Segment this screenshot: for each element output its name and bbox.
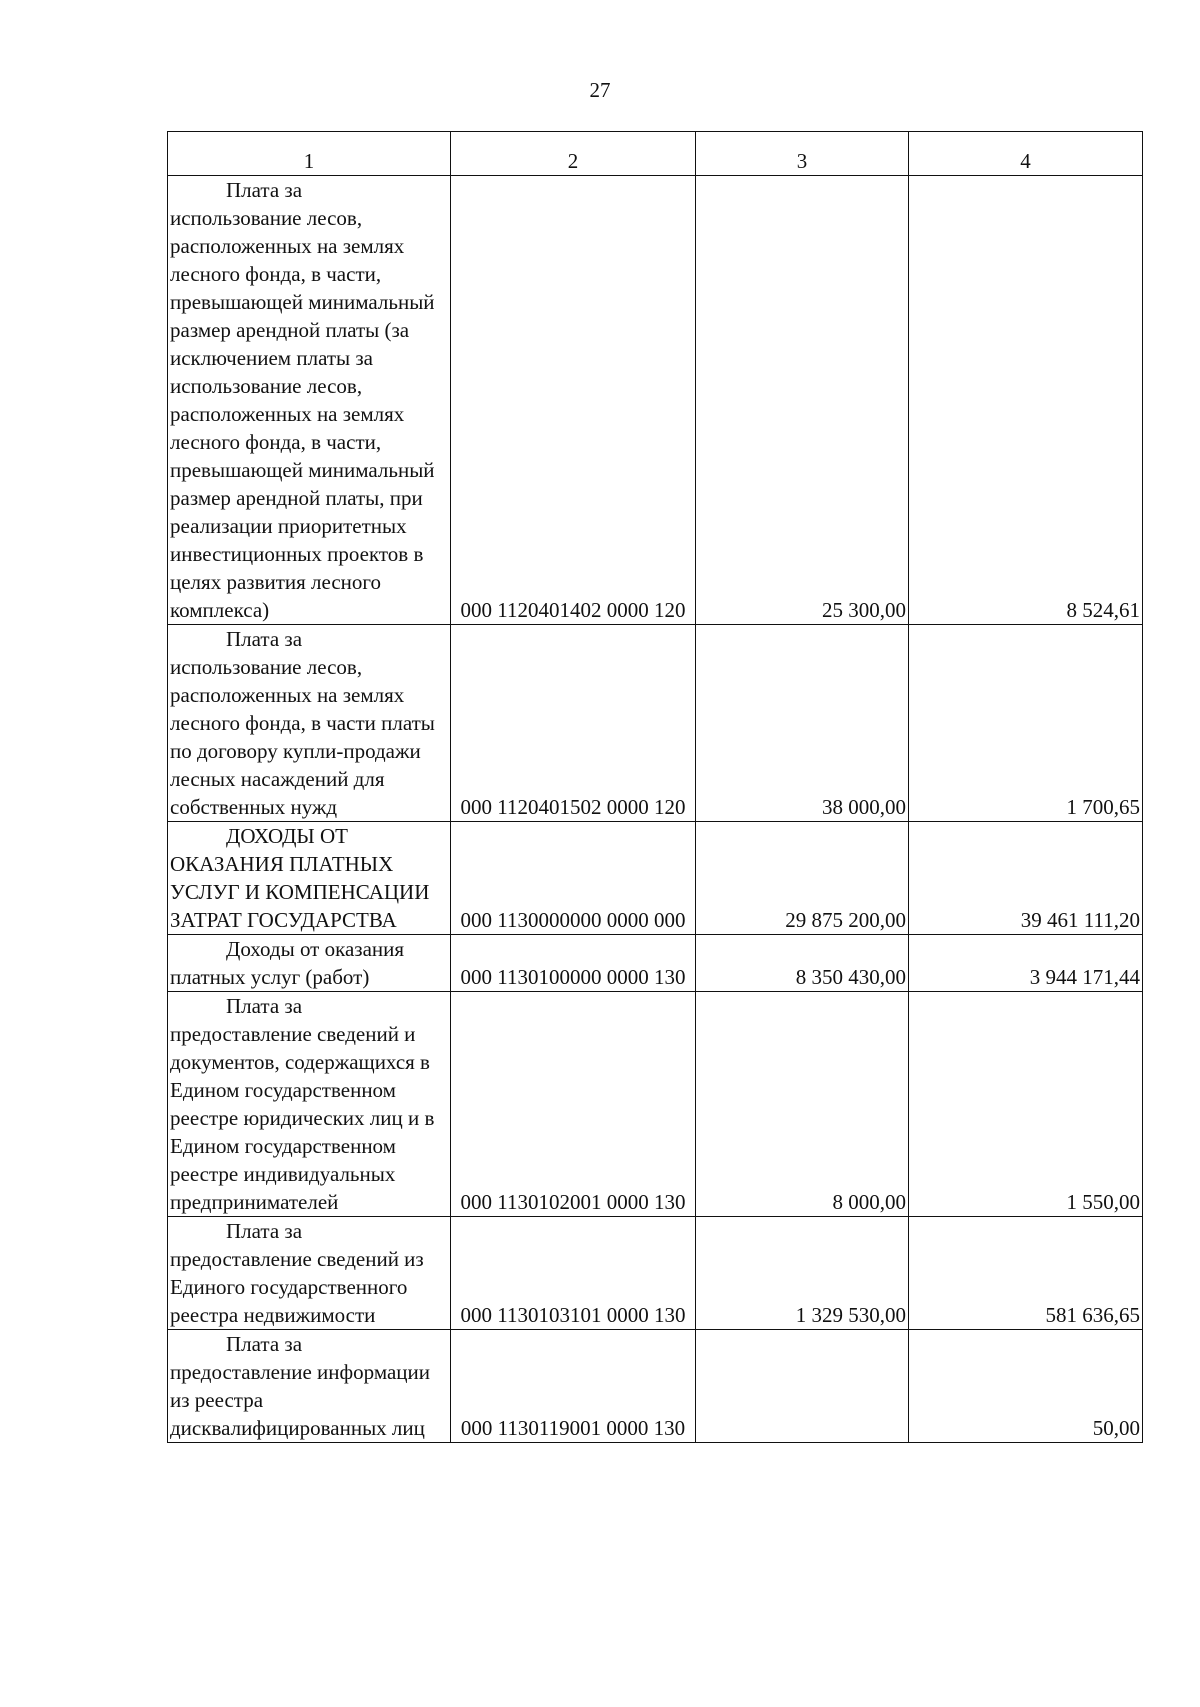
row-plan-cell: 25 300,00: [696, 176, 909, 625]
row-name-rest: использование лесов, расположенных на землях лесного фонда, в части платы по договору купли-продажи лесных насаждений для собственных нужд: [170, 655, 435, 819]
table-row: [168, 1217, 1143, 1330]
row-code-cell: 000 1130102001 0000 130: [451, 992, 696, 1217]
row-code-cell: 000 1120401502 0000 120: [451, 625, 696, 822]
row-name-cell: [168, 625, 451, 822]
row-fact-cell: 3 944 171,44: [909, 935, 1143, 992]
column-header-4: 4: [909, 132, 1143, 176]
row-name-cell: [168, 1330, 451, 1443]
table-row: [168, 176, 1143, 625]
row-name-rest: предоставление сведений и документов, содержащихся в Едином государственном реестре юридических лиц и в Едином государственном реестре индивидуальных предпринимателей: [170, 1022, 435, 1214]
row-name-first: ДОХОДЫ ОТ: [226, 824, 348, 848]
row-plan-cell: 8 000,00: [696, 992, 909, 1217]
table-row: [168, 1330, 1143, 1443]
row-plan-cell: 38 000,00: [696, 625, 909, 822]
column-header-1: 1: [168, 132, 451, 176]
row-plan-cell: 1 329 530,00: [696, 1217, 909, 1330]
row-plan-cell: 29 875 200,00: [696, 822, 909, 935]
row-name-first: Плата за: [226, 994, 303, 1018]
row-name-first: Плата за: [226, 1219, 303, 1243]
row-code-cell: 000 1130100000 0000 130: [451, 935, 696, 992]
row-code-cell: 000 1130000000 0000 000: [451, 822, 696, 935]
row-name-cell: [168, 822, 451, 935]
row-name-first: Доходы от оказания: [226, 937, 405, 961]
column-header-3: 3: [696, 132, 909, 176]
table-row: [168, 935, 1143, 992]
table-row: [168, 625, 1143, 822]
row-plan-cell: [696, 1330, 909, 1443]
row-code-cell: 000 1130119001 0000 130: [451, 1330, 696, 1443]
table-row: [168, 822, 1143, 935]
row-name-rest: предоставление сведений из Единого государственного реестра недвижимости: [170, 1247, 424, 1327]
row-fact-cell: 8 524,61: [909, 176, 1143, 625]
row-name-rest: платных услуг (работ): [170, 965, 370, 989]
table-header-row: [168, 132, 1143, 176]
column-header-2: 2: [451, 132, 696, 176]
table-row: [168, 992, 1143, 1217]
row-fact-cell: 1 550,00: [909, 992, 1143, 1217]
row-fact-cell: 1 700,65: [909, 625, 1143, 822]
row-name-cell: [168, 935, 451, 992]
revenue-table: [167, 131, 1143, 1443]
row-name-cell: [168, 176, 451, 625]
row-name-first: Плата за: [226, 627, 303, 651]
row-name-cell: [168, 1217, 451, 1330]
row-fact-cell: 39 461 111,20: [909, 822, 1143, 935]
page-number: 27: [589, 78, 611, 102]
row-name-cell: [168, 992, 451, 1217]
row-name-rest: ОКАЗАНИЯ ПЛАТНЫХ УСЛУГ И КОМПЕНСАЦИИ ЗАТРАТ ГОСУДАРСТВА: [170, 852, 430, 932]
row-plan-cell: 8 350 430,00: [696, 935, 909, 992]
row-code-cell: 000 1130103101 0000 130: [451, 1217, 696, 1330]
row-name-first: Плата за: [226, 178, 303, 202]
row-fact-cell: 581 636,65: [909, 1217, 1143, 1330]
row-name-rest: предоставление информации из реестра дисквалифицированных лиц: [170, 1360, 430, 1440]
row-fact-cell: 50,00: [909, 1330, 1143, 1443]
row-code-cell: 000 1120401402 0000 120: [451, 176, 696, 625]
row-name-rest: использование лесов, расположенных на землях лесного фонда, в части, превышающей минимальный размер арендной платы (за исключением платы за использование лесов, расположенных на землях лесного фонда, в части, превышающей минимальный размер арендной платы, при реализации приоритетных инвестиционных проектов в целях развития лесного комплекса): [170, 206, 435, 622]
row-name-first: Плата за: [226, 1332, 303, 1356]
